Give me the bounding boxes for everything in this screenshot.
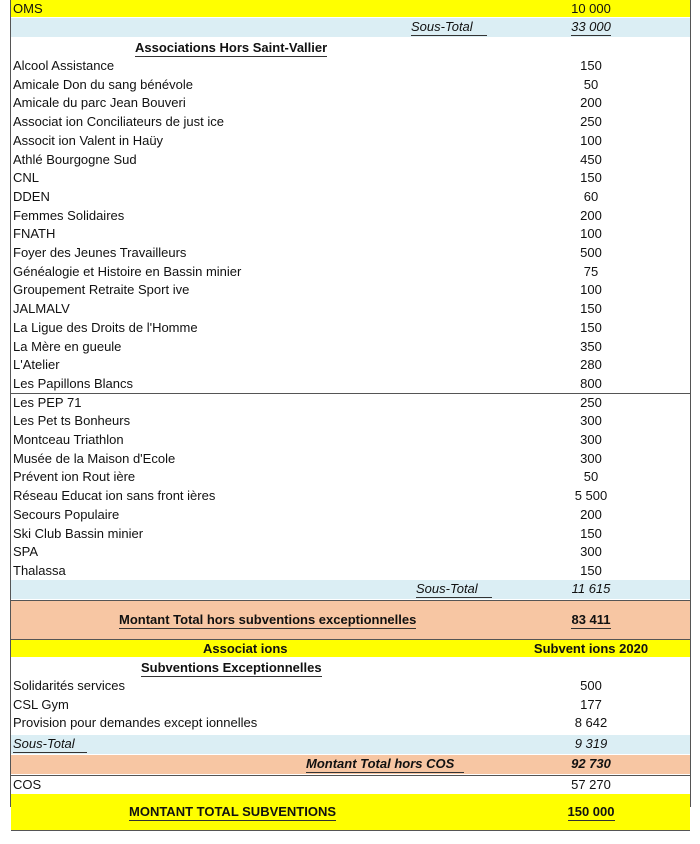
association-row	[11, 320, 690, 338]
total-hors-cos-row	[11, 755, 690, 774]
association-amount: 150	[580, 319, 602, 335]
association-row	[11, 339, 690, 357]
association-name: Ski Club Bassin minier	[13, 525, 144, 541]
association-amount: 200	[580, 207, 602, 223]
association-amount: 150	[580, 301, 602, 317]
association-name: Secours Populaire	[13, 506, 120, 522]
exceptional-amount: 500	[580, 678, 602, 693]
subtotal-row	[11, 580, 690, 599]
subtotal-label: Sous-Total	[416, 581, 492, 598]
association-amount: 100	[580, 132, 602, 148]
association-amount: 50	[583, 469, 599, 485]
exceptional-name: Provision pour demandes except ionnelles	[13, 715, 258, 730]
association-amount: 150	[580, 170, 602, 186]
association-row	[11, 357, 690, 375]
association-name: La Mère en gueule	[13, 338, 122, 354]
association-amount: 150	[580, 525, 602, 541]
column-header-subventions: Subvent ions 2020	[533, 641, 649, 656]
association-amount: 100	[580, 282, 602, 298]
section-title: Associations Hors Saint-Vallier	[135, 40, 328, 55]
exceptional-amount: 177	[580, 696, 602, 712]
subtotal-row	[11, 18, 690, 37]
exceptional-name: Solidarités services	[13, 678, 125, 693]
association-amount: 350	[580, 338, 602, 354]
cos-row	[11, 775, 690, 794]
association-name: Associt ion Valent in Haüy	[13, 132, 164, 148]
association-amount: 200	[580, 95, 602, 111]
association-amount: 300	[580, 450, 602, 466]
total-hors-exceptionnelles-row	[11, 600, 690, 640]
association-row	[11, 226, 690, 244]
association-row	[11, 395, 690, 413]
association-name: Généalogie et Histoire en Bassin minier	[13, 263, 242, 279]
subtotal-value: 9 319	[574, 736, 608, 751]
association-row	[11, 114, 690, 132]
association-amount: 5 500	[574, 488, 608, 504]
association-row	[11, 95, 690, 113]
association-name: L'Atelier	[13, 357, 60, 373]
association-amount: 150	[580, 58, 602, 73]
section-title: Subventions Exceptionnelles	[141, 660, 322, 675]
total-label: Montant Total hors subventions exceptionnelles	[119, 612, 417, 627]
subtotal-label: Sous-Total	[411, 19, 487, 36]
oms-value: 10 000	[571, 1, 611, 16]
association-amount: 300	[580, 413, 602, 429]
exceptional-row	[11, 678, 690, 696]
association-name: Femmes Solidaires	[13, 207, 125, 223]
association-name: SPA	[13, 544, 39, 560]
association-amount: 75	[583, 263, 599, 279]
grand-total-row	[11, 794, 690, 831]
association-name: Amicale Don du sang bénévole	[13, 76, 193, 92]
association-row	[11, 152, 690, 170]
total-label: Montant Total hors COS	[306, 756, 464, 773]
association-name: DDEN	[13, 188, 50, 204]
association-amount: 280	[580, 357, 602, 373]
association-row	[11, 264, 690, 282]
association-amount: 300	[580, 544, 602, 560]
association-name: Musée de la Maison d'Ecole	[13, 450, 176, 466]
cos-label: COS	[13, 777, 42, 792]
association-row	[11, 526, 690, 544]
association-row	[11, 170, 690, 188]
association-row	[11, 469, 690, 487]
association-name: Amicale du parc Jean Bouveri	[13, 95, 186, 111]
section-header-hors	[11, 38, 690, 58]
association-name: Les PEP 71	[13, 394, 82, 410]
grand-total-label: MONTANT TOTAL SUBVENTIONS	[129, 804, 337, 819]
association-amount: 50	[583, 76, 599, 92]
association-row	[11, 77, 690, 95]
association-amount: 60	[583, 188, 599, 204]
association-amount: 800	[580, 375, 602, 391]
section-header-exceptionnelles	[11, 658, 690, 678]
oms-label: OMS	[13, 1, 43, 16]
association-name: Prévent ion Rout ière	[13, 469, 136, 485]
association-row	[11, 58, 690, 76]
subtotal-row	[11, 735, 690, 754]
total-value: 83 411	[571, 612, 611, 627]
association-amount: 150	[580, 562, 602, 578]
association-name: Thalassa	[13, 562, 66, 578]
grand-total-value: 150 000	[567, 804, 615, 819]
association-row	[11, 189, 690, 207]
association-name: La Ligue des Droits de l'Homme	[13, 319, 198, 335]
association-row	[11, 488, 690, 506]
association-row	[11, 133, 690, 151]
association-row	[11, 413, 690, 431]
association-row	[11, 282, 690, 300]
association-row	[11, 301, 690, 319]
subtotal-value: 11 615	[571, 581, 611, 596]
association-row	[11, 432, 690, 450]
oms-row	[11, 0, 690, 17]
cos-value: 57 270	[571, 777, 611, 792]
association-row	[11, 507, 690, 525]
association-amount: 250	[580, 394, 602, 410]
association-row	[11, 451, 690, 469]
column-header-associations: Associat ions	[203, 641, 288, 656]
association-name: Groupement Retraite Sport ive	[13, 282, 190, 298]
association-row	[11, 208, 690, 226]
association-row	[11, 245, 690, 263]
association-name: Réseau Educat ion sans front ières	[13, 488, 216, 504]
subsidy-table	[10, 0, 691, 807]
association-amount: 100	[580, 226, 602, 242]
subtotal-value: 33 000	[571, 19, 611, 34]
association-amount: 250	[580, 114, 602, 130]
association-name: Associat ion Conciliateurs de just ice	[13, 114, 224, 130]
column-header-row	[11, 640, 690, 657]
subtotal-label: Sous-Total	[13, 736, 87, 753]
association-name: FNATH	[13, 226, 56, 242]
association-name: CNL	[13, 170, 40, 186]
association-name: Foyer des Jeunes Travailleurs	[13, 245, 187, 260]
association-name: Alcool Assistance	[13, 58, 115, 73]
exceptional-row	[11, 715, 690, 733]
association-amount: 450	[580, 151, 602, 167]
association-amount: 500	[580, 245, 602, 260]
total-value: 92 730	[571, 756, 611, 771]
association-row	[11, 376, 690, 394]
row-divider	[11, 393, 690, 394]
association-name: JALMALV	[13, 301, 70, 317]
association-name: Les Pet ts Bonheurs	[13, 413, 131, 429]
association-name: Les Papillons Blancs	[13, 375, 133, 391]
association-row	[11, 563, 690, 581]
exceptional-row	[11, 697, 690, 715]
exceptional-name: CSL Gym	[13, 696, 69, 712]
association-amount: 200	[580, 506, 602, 522]
association-row	[11, 544, 690, 562]
association-name: Montceau Triathlon	[13, 432, 124, 447]
association-name: Athlé Bourgogne Sud	[13, 151, 137, 167]
association-amount: 300	[580, 432, 602, 447]
exceptional-amount: 8 642	[574, 715, 608, 730]
